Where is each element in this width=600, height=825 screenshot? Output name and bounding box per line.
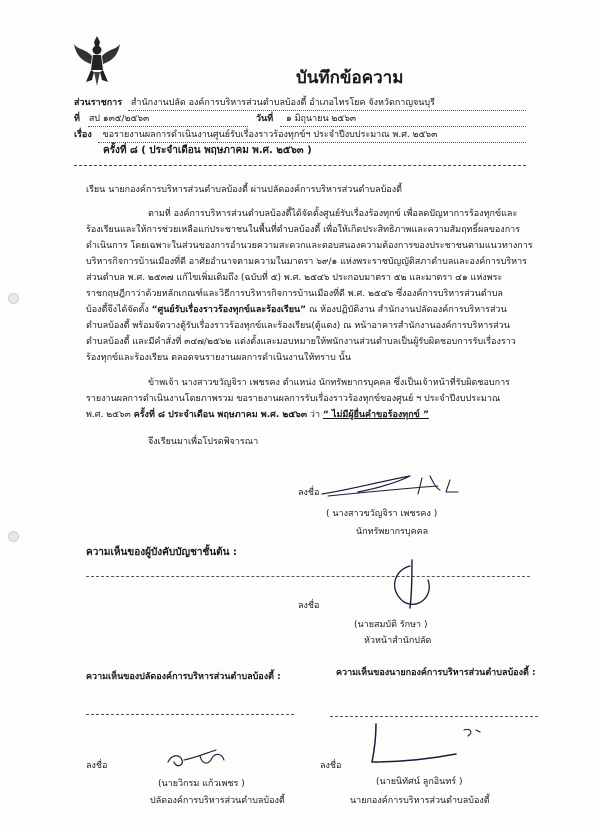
comment-line — [330, 716, 538, 717]
report-result: “ ไม่มีผู้ยื่นคำขอร้องทุกข์ ” — [322, 410, 429, 420]
para1-text: ณ ห้องปฏิบัติงาน สำนักงานปลัดองค์การบริหารส่วน — [306, 305, 507, 315]
sign-label: ลงชื่อ — [320, 761, 342, 771]
para1-line: ตำบลบ้องตี้ พร้อมจัดวางตู้รับเรื่องราวร้องทุกข์และร้องเรียน(ตู้แดง) ณ หน้าอาคารสำนักงานองค์การบริหารส่วน — [86, 321, 510, 331]
para1-line: ตำบลบ้องตี้ และมีคำสั่งที่ ๓๔๗/๒๕๖๒ แต่งตั้งและมอบหมายให้พนักงานส่วนตำบลเป็นผู้รับผิดชอบการรับเรื่องราว — [86, 337, 516, 347]
closing-line: จึงเรียนมาเพื่อโปรดพิจารณา — [148, 437, 259, 447]
chief-signature-icon — [364, 720, 484, 772]
date-row — [256, 113, 356, 125]
subject-value: ขอรายงานผลการดำเนินงานศูนย์รับเรื่องราวร้องทุกข์ฯ ประจำปีงบประมาณ พ.ศ. ๒๕๖๓ — [102, 130, 438, 140]
chief-name: (นายนิทัศน์ ลูกอินทร์ ) — [376, 777, 463, 787]
chief-heading: ความเห็นของนายกองค์การบริหารส่วนตำบลบ้องตี้ : — [336, 668, 536, 678]
chief-position: นายกองค์การบริหารส่วนตำบลบ้องตี้ — [350, 796, 490, 806]
author-position: นักทรัพยากรบุคคล — [356, 527, 429, 537]
garuda-emblem-icon — [72, 34, 122, 90]
supervisor-heading: ความเห็นของผู้บังคับบัญชาชั้นต้น : — [86, 547, 237, 558]
para2-line: รายงานผลการดำเนินงานโดยภาพรวม ขอรายงานผลการรับเรื่องราวร้องทุกข์ของศูนย์ ฯ ประจำปีงบประมาณ — [86, 394, 501, 404]
author-signature-icon — [318, 470, 468, 506]
date-value: ๑ มิถุนายน ๒๕๖๓ — [286, 114, 357, 124]
deputy-name: (นายวิกรม แก้วเพชร ) — [158, 779, 245, 789]
header-divider — [74, 165, 526, 166]
para1-line: ส่วนตำบล พ.ศ. ๒๕๓๗ แก้ไขเพิ่มเติมถึง (ฉบับที่ ๕) พ.ศ. ๒๕๔๖ ประกอบมาตรา ๕๒ และมาตรา ๔๑ แห่งพระ — [86, 273, 503, 283]
comment-line — [86, 714, 294, 715]
punch-hole — [8, 531, 19, 542]
sign-label: ลงชื่อ — [86, 761, 108, 771]
dotted-line — [98, 142, 526, 143]
subject-label: เรื่อง — [74, 130, 92, 140]
report-period: ครั้งที่ ๘ ประจำเดือน พฤษภาคม พ.ศ. ๒๕๖๓ — [133, 410, 308, 420]
comment-line — [86, 576, 530, 577]
deputy-signature-icon — [164, 744, 234, 776]
para1-line: ตามที่ องค์การบริหารส่วนตำบลบ้องตี้ได้จัดตั้งศูนย์รับเรื่องร้องทุกข์ เพื่อลดปัญหาการร้องทุกข์และ — [148, 209, 518, 219]
para1-text: บ้องตี้จึงได้จัดตั้ง — [86, 305, 152, 315]
para1-line: ร้องเรียนและให้การช่วยเหลือแก่ประชาชนในพื้นที่ตำบลบ้องตี้ เพื่อให้เกิดประสิทธิภาพและความสัมฤทธิ์ผลของการ — [86, 225, 521, 235]
para2-text: ว่า — [307, 410, 323, 420]
supervisor-signature-icon — [382, 556, 442, 618]
supervisor-position: หัวหน้าสำนักปลัด — [364, 636, 432, 646]
para1-line: ราชกฤษฎีกาว่าด้วยหลักเกณฑ์และวิธีการบริหารกิจการบ้านเมืองที่ดี พ.ศ. ๒๕๔๖ ซึ่งองค์การบริหารส่วนตำบล — [86, 289, 503, 299]
para2-line — [86, 409, 429, 421]
ref-row — [74, 113, 149, 125]
sign-label: ลงชื่อ — [298, 488, 320, 498]
date-label: วันที่ — [256, 114, 274, 124]
deputy-position: ปลัดองค์การบริหารส่วนตำบลบ้องตี้ — [150, 796, 285, 806]
department-row — [74, 97, 435, 109]
dotted-line — [280, 126, 526, 127]
para1-line: ร้องทุกข์และร้องเรียน ตลอดจนรายงานผลการดำเนินงานให้ทราบ นั้น — [86, 353, 351, 363]
center-name: “ศูนย์รับเรื่องราวร้องทุกข์และร้องเรียน” — [151, 305, 307, 315]
dotted-line — [128, 110, 526, 111]
para2-text: พ.ศ. ๒๕๖๓ — [86, 410, 134, 420]
punch-hole — [8, 293, 19, 304]
sign-label: ลงชื่อ — [298, 601, 320, 611]
department-value: สำนักงานปลัด องค์การบริหารส่วนตำบลบ้องตี้ อำเภอไทรโยค จังหวัดกาญจนบุรี — [130, 98, 435, 108]
subject-line-2: ครั้งที่ ๘ ( ประจำเดือน พฤษภาคม พ.ศ. ๒๕๖๓ ) — [103, 145, 312, 156]
para1-line: บริหารกิจการบ้านเมืองที่ดี อาศัยอำนาจตามความในมาตรา ๖๙/๑ แห่งพระราชบัญญัติสภาตำบลและองค์การบริหาร — [86, 257, 528, 267]
deputy-heading: ความเห็นของปลัดองค์การบริหารส่วนตำบลบ้องตี้ : — [86, 672, 281, 682]
ref-value: สป ๑๓๕/๒๕๖๓ — [88, 114, 150, 124]
subject-row — [74, 129, 437, 141]
department-label: ส่วนราชการ — [74, 98, 123, 108]
ref-label: ที่ — [74, 114, 80, 124]
para1-line: ดำเนินการ โดยเฉพาะในส่วนของการอำนวยความสะดวกและตอบสนองความต้องการของประชาชนตามแนวทางการ — [86, 241, 533, 251]
para2-line: ข้าพเจ้า นางสาวขวัญจิรา เพชรคง ตำแหน่ง นักทรัพยากรบุคคล ซึ่งเป็นเจ้าหน้าที่รับผิดชอบการ — [148, 378, 510, 388]
author-name: ( นางสาวขวัญจิรา เพชรคง ) — [326, 509, 438, 519]
memo-title: บันทึกข้อความ — [296, 68, 404, 88]
para1-line — [86, 304, 507, 316]
salutation: เรียน นายกองค์การบริหารส่วนตำบลบ้องตี้ ผ่านปลัดองค์การบริหารส่วนตำบลบ้องตี้ — [86, 185, 402, 195]
supervisor-name: (นายสมบัติ รักษา ) — [354, 620, 428, 630]
dotted-line — [88, 126, 248, 127]
